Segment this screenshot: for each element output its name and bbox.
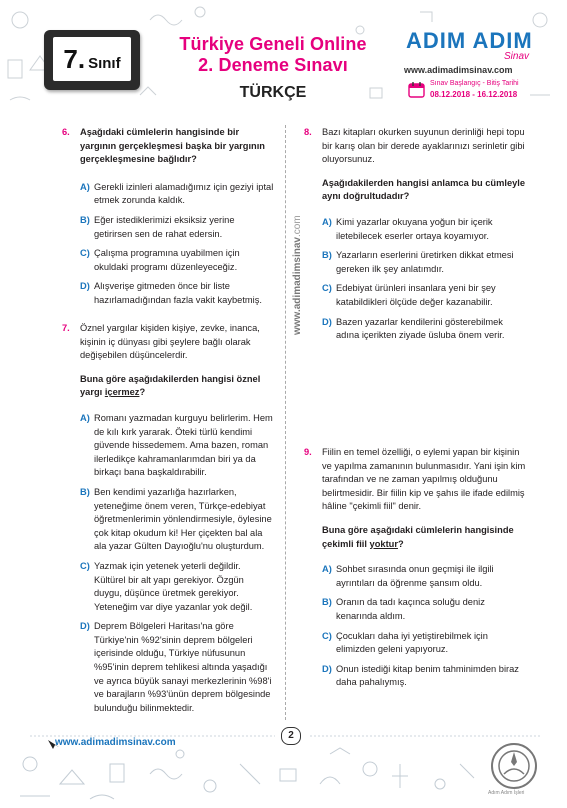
question-ask: Aşağıdakilerden hangisi anlamca bu cümleyle aynı doğrultudadır? bbox=[322, 177, 526, 202]
question-number: 7. bbox=[62, 323, 70, 333]
option-text: Yazmak için yetenek yeterli değildir. Kültürel bir alt yapı gerekiyor. Özgün duygu, düşünce üretmek gerekiyor. Yeteneğim var diye yazanlar yok değil. bbox=[94, 560, 253, 612]
option-text: Ben kendimi yazarlığa hazırlarken, yeteneğime önem veren, Türkçe-edebiyat öğretmenlerimin yönlendirmesiyle, öylesine çok kitap okudum ki! Her çiçekten bal ala ala yazar Gülten Dayıoğlu'nu oluşturdum. bbox=[94, 486, 272, 552]
option-letter: A) bbox=[322, 564, 332, 575]
option-d[interactable] bbox=[80, 280, 274, 307]
calendar-icon bbox=[408, 81, 425, 98]
option-letter: D) bbox=[322, 663, 332, 674]
option-letter: B) bbox=[80, 486, 90, 497]
ask-end: ? bbox=[139, 387, 146, 398]
question-stem: Aşağıdaki cümlelerin hangisinde bir yargının gerçekleşmesi başka bir yargının gerçekleşmesine bağlıdır? bbox=[80, 127, 265, 165]
option-letter: C) bbox=[322, 630, 332, 641]
option-letter: B) bbox=[80, 214, 90, 225]
question-ask bbox=[80, 373, 274, 400]
option-text: Alışverişe gitmeden önce bir liste hazırlamadığından fazla vakit kaybetmiş. bbox=[94, 281, 262, 305]
option-c[interactable] bbox=[322, 630, 526, 657]
option-c[interactable] bbox=[80, 560, 274, 614]
option-text: Sohbet sırasında onun geçmişi ile ilgili ayrıntıları da öğrenme şansım oldu. bbox=[336, 564, 494, 588]
option-letter: C) bbox=[80, 560, 90, 571]
emblem-icon bbox=[490, 742, 538, 790]
option-text: Bazen yazarlar kendilerini gösterebilmek adına içerikten ziyade üsluba önem verir. bbox=[336, 316, 505, 341]
page-number: 2 bbox=[281, 727, 301, 745]
grade-tablet bbox=[44, 30, 140, 90]
column-divider bbox=[285, 125, 286, 720]
question-number: 9. bbox=[304, 447, 312, 457]
emblem-caption: Adım Adım İşleri bbox=[488, 790, 525, 796]
brand-logo bbox=[402, 28, 552, 68]
option-text: Yazarların eserlerini üretirken dikkat etmesi gereken ilk şey anlatımdır. bbox=[336, 250, 514, 274]
exam-date-box bbox=[404, 78, 554, 102]
option-letter: D) bbox=[322, 316, 332, 327]
question-7 bbox=[62, 322, 274, 721]
footer-website[interactable]: www.adimadimsinav.com bbox=[55, 737, 176, 748]
header-website: www.adimadimsinav.com bbox=[404, 65, 513, 75]
grade-number: 7. bbox=[63, 43, 86, 74]
question-number: 6. bbox=[62, 127, 70, 137]
exam-title-line2: 2. Deneme Sınavı bbox=[198, 55, 348, 75]
question-stem: Bazı kitapları okurken suyunun derinliği hepi topu bir karış olan bir derede ayaklarınızı serinletir gibi oluyorsunuz. bbox=[322, 127, 525, 165]
question-6 bbox=[62, 126, 274, 314]
side-watermark-url bbox=[292, 215, 303, 335]
option-letter: D) bbox=[80, 621, 90, 632]
grade-label: Sınıf bbox=[88, 54, 121, 72]
ask-end: ? bbox=[397, 538, 404, 549]
date-label: Sınav Başlangıç - Bitiş Tarihi bbox=[430, 80, 519, 87]
option-b[interactable] bbox=[322, 596, 526, 623]
option-c[interactable] bbox=[80, 247, 274, 274]
side-watermark-domain: .com bbox=[292, 215, 303, 237]
question-stem: Öznel yargılar kişiden kişiye, zevke, inanca, kişinin iç dünyası gibi şeylere bağlı olarak değişebilen düşüncelerdir. bbox=[80, 323, 260, 361]
question-ask bbox=[322, 524, 526, 551]
question-9 bbox=[304, 446, 526, 696]
question-number: 8. bbox=[304, 127, 312, 137]
option-text: Gerekli izinleri alamadığımız için geziyi iptal etmek zorunda kaldık. bbox=[94, 181, 274, 206]
logo-sub: Sinav bbox=[504, 51, 530, 62]
option-letter: B) bbox=[322, 250, 332, 261]
exam-title-line1: Türkiye Geneli Online bbox=[179, 34, 367, 54]
option-text: Romanı yazmadan kurguyu belirlerim. Hem de kılı kırk yararak. Öteki türlü kendimi güvende hissedemem. Ama bazen, roman ilerledikçe kahramanlarımdan biri ya da birkaçı bana başkaldırabilir. bbox=[94, 412, 273, 478]
option-a[interactable] bbox=[322, 563, 526, 590]
logo-text: ADIM ADIM bbox=[406, 28, 533, 53]
option-letter: D) bbox=[80, 281, 90, 292]
date-range: 08.12.2018 - 16.12.2018 bbox=[430, 90, 518, 99]
option-a[interactable] bbox=[80, 412, 274, 480]
option-b[interactable] bbox=[322, 249, 526, 276]
option-letter: A) bbox=[80, 412, 90, 423]
option-text: Edebiyat ürünleri insanlara yeni bir şey katabildikleri ölçüde değer kazanabilir. bbox=[336, 283, 496, 307]
option-letter: C) bbox=[322, 283, 332, 294]
option-text: Kimi yazarlar okuyana yoğun bir içerik iletebilecek eserler ortaya koyamıyor. bbox=[336, 216, 493, 241]
option-text: Onun istediği kitap benim tahminimden biraz daha pahalıymış. bbox=[336, 663, 519, 688]
page-header bbox=[0, 0, 567, 108]
question-8 bbox=[304, 126, 526, 349]
option-b[interactable] bbox=[80, 214, 274, 241]
ask-text: Buna göre aşağıdakilerden hangisi öznel yargı bbox=[80, 373, 261, 398]
option-a[interactable] bbox=[322, 216, 526, 243]
option-b[interactable] bbox=[80, 486, 274, 554]
option-letter: A) bbox=[322, 216, 332, 227]
option-a[interactable] bbox=[80, 181, 274, 208]
option-text: Çocukları daha iyi yetiştirebilmek için elimizden geleni yapıyoruz. bbox=[336, 630, 488, 655]
subject-title: TÜRKÇE bbox=[239, 84, 307, 101]
option-letter: A) bbox=[80, 181, 90, 192]
option-c[interactable] bbox=[322, 282, 526, 309]
option-text: Oranın da tadı kaçınca soluğu deniz kenarında aldım. bbox=[336, 597, 485, 621]
option-d[interactable] bbox=[322, 663, 526, 690]
ask-keyword: içermez bbox=[104, 387, 140, 398]
ask-keyword: yoktur bbox=[369, 538, 398, 549]
option-d[interactable] bbox=[322, 316, 526, 343]
option-text: Deprem Bölgeleri Haritası'na göre Türkiye'nin %92'sinin deprem bölgeleri içerisinde olduğu, Türkiye nüfusunun %95'inin deprem tehlikesi altında yaşadığı ve ayrıca büyük sanayi merkezlerinin %98'i ve barajların %93'ünün deprem bölgesinde bulunduğu bilinmektedir. bbox=[94, 621, 272, 713]
option-d[interactable] bbox=[80, 620, 274, 715]
grade-screen bbox=[53, 37, 131, 81]
side-watermark-name: www.adimadimsinav bbox=[292, 237, 303, 335]
option-text: Çalışma programına uyabilmen için okuldaki programı düzenleyeceğiz. bbox=[94, 248, 240, 272]
option-text: Eğer istediklerimizi eksiksiz yerine getirirsen sen de rahat edersin. bbox=[94, 214, 235, 239]
question-stem: Fiilin en temel özelliği, o eylemi yapan bir kişinin ve yapılma zamanının bulunmasıdır. Yani işin kim tarafından ve ne zaman yapılmış olduğunu belirtmesidir. Bir fiilin kip ve şahıs ile ifade edilmiş hâline "çekimli fiil" denir. bbox=[322, 447, 526, 512]
ask-text: Buna göre aşağıdaki cümlelerin hangisinde çekimli fiil bbox=[322, 524, 514, 549]
option-letter: C) bbox=[80, 248, 90, 259]
option-letter: B) bbox=[322, 597, 332, 608]
